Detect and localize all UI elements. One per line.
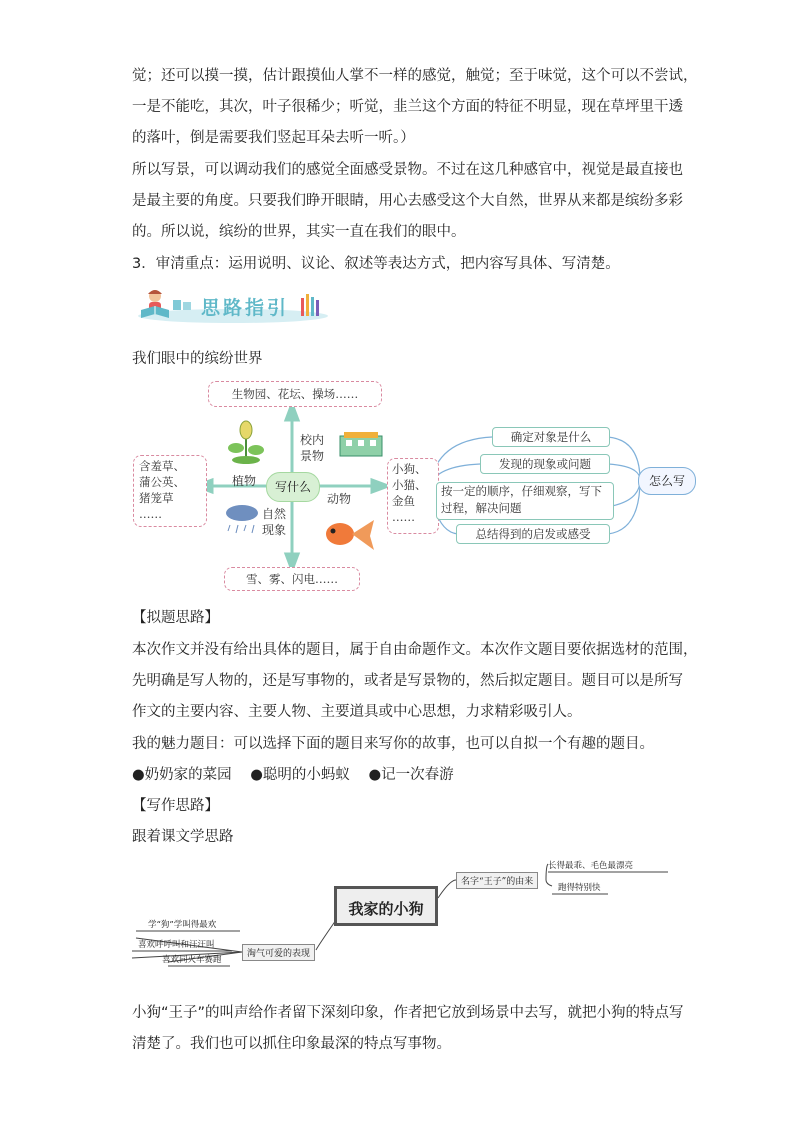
animal-item: 金鱼 bbox=[392, 494, 415, 508]
plant-item: 猪笼草 bbox=[139, 491, 174, 505]
leaf-item: 长得最乖、毛色最漂亮 bbox=[548, 861, 634, 871]
center-topic: 我家的小狗 bbox=[334, 886, 438, 926]
text-line: 本次作文并没有给出具体的题目，属于自由命题作文。本次作文题目要依据选材的范围， bbox=[132, 642, 698, 658]
plant-item: 蒲公英、 bbox=[139, 475, 185, 489]
text-line: 我的魅力题目：可以选择下面的题目来写你的故事，也可以自拟一个有趣的题目。 bbox=[132, 736, 654, 752]
text-line: 先明确是写人物的，还是写事物的，或者是写景物的，然后拟定题目。题目可以是所写 bbox=[132, 673, 683, 689]
bottom-branch-label: 自然现象 bbox=[262, 507, 287, 537]
leaf-item: 学“狗”学叫得最欢 bbox=[148, 920, 217, 930]
how-step: 确定对象是什么 bbox=[492, 427, 610, 447]
bottom-topic-box: 雪、雾、闪电…… bbox=[224, 567, 360, 591]
text-line: 3．审清重点：运用说明、议论、叙述等表达方式，把内容写具体、写清楚。 bbox=[132, 256, 620, 272]
animal-item: …… bbox=[392, 510, 415, 524]
how-step: 按一定的顺序，仔细观察，写下过程，解决问题 bbox=[436, 482, 614, 520]
animal-item: 小猫、 bbox=[392, 478, 427, 492]
leaf-item: 喜欢同火车赛跑 bbox=[162, 955, 222, 965]
map-caption: 我们眼中的缤纷世界 bbox=[132, 351, 263, 367]
text-line: 的落叶，倒是需要我们竖起耳朵去听一听。） bbox=[132, 130, 415, 146]
text-line: 所以写景，可以调动我们的感觉全面感受景物。不过在这几种感官中，视觉是最直接也 bbox=[132, 162, 683, 178]
how-to-write-node: 怎么写 bbox=[638, 467, 696, 495]
branch-naughty-behavior: 淘气可爱的表现 bbox=[242, 944, 315, 961]
how-step: 发现的现象或问题 bbox=[480, 454, 610, 474]
center-node: 写什么 bbox=[266, 472, 320, 502]
section-title: 【写作思路】 bbox=[132, 798, 219, 814]
plant-item: …… bbox=[139, 507, 162, 521]
title-option: ●记一次春游 bbox=[368, 767, 454, 783]
top-topic-box: 生物园、花坛、操场…… bbox=[208, 381, 382, 407]
left-branch-label: 植物 bbox=[232, 474, 257, 488]
branch-name-origin: 名字“王子”的由来 bbox=[456, 872, 538, 889]
text-line: 觉；还可以摸一摸，估计跟摸仙人掌不一样的感觉，触觉；至于味觉，这个可以不尝试， bbox=[132, 68, 698, 84]
how-step: 总结得到的启发或感受 bbox=[456, 524, 610, 544]
banner-title: 思路指引 bbox=[201, 297, 290, 319]
leaf-item: 跑得特别快 bbox=[558, 883, 601, 893]
follow-text: 跟着课文学思路 bbox=[132, 829, 234, 845]
title-option: ●奶奶家的菜园 bbox=[132, 767, 232, 783]
text-line: 清楚了。我们也可以抓住印象最深的特点写事物。 bbox=[132, 1036, 451, 1052]
text-line: 一是不能吃，其次，叶子很稀少；听觉，韭兰这个方面的特征不明显，现在草坪里干透 bbox=[132, 99, 683, 115]
section-title: 【拟题思路】 bbox=[132, 610, 219, 626]
animal-item: 小狗、 bbox=[392, 462, 427, 476]
text-line: 作文的主要内容、主要人物、主要道具或中心思想，力求精彩吸引人。 bbox=[132, 704, 582, 720]
leaf-item: 喜欢呼呼叫和汪汪叫 bbox=[138, 940, 215, 950]
text-line: 的。所以说，缤纷的世界，其实一直在我们的眼中。 bbox=[132, 224, 466, 240]
top-branch-label: 校内景物 bbox=[300, 433, 325, 463]
right-branch-label: 动物 bbox=[327, 492, 352, 506]
plant-item: 含羞草、 bbox=[139, 459, 185, 473]
title-option: ●聪明的小蚂蚁 bbox=[250, 767, 350, 783]
text-line: 是最主要的角度。只要我们睁开眼睛，用心去感受这个大自然，世界从来都是缤纷多彩 bbox=[132, 193, 683, 209]
text-line: 小狗“王子”的叫声给作者留下深刻印象，作者把它放到场景中去写，就把小狗的特点写 bbox=[132, 1005, 684, 1021]
